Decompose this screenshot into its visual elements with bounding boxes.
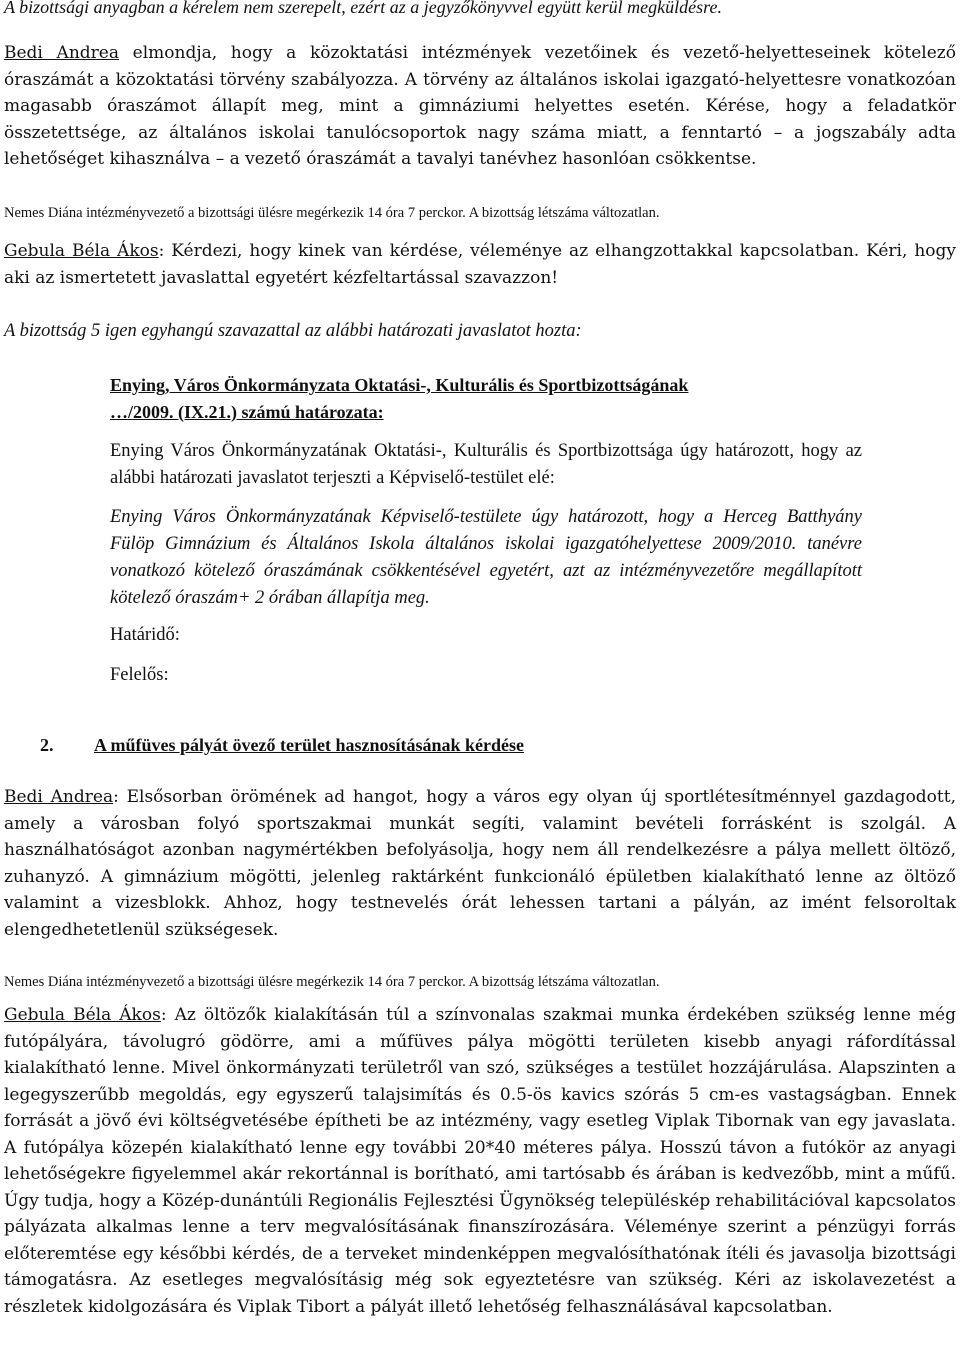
arrival-note: Nemes Diána intézményvezető a bizottsági ülésre megérkezik 14 óra 7 perckor. A bizottság létszáma változatlan. — [4, 205, 660, 221]
speaker-name: Gebula Béla Ákos — [4, 1005, 161, 1025]
bedi-statement-2 — [4, 784, 956, 943]
section-number: 2. — [40, 735, 54, 755]
statement-text: : Kérdezi, hogy kinek van kérdése, véleménye az elhangzottakkal kapcsolatban. Kéri, hogy aki az ismertetett javaslattal egyetért kézfeltartással szavazzon! — [4, 241, 956, 288]
statement-text: elmondja, hogy a közoktatási intézmények vezetőinek és vezető-helyetteseinek kötelező óraszámát a közoktatási törvény szabályozza. A törvény az általános iskolai igazgató-helyettesre vonatkozóan magasabb óraszámot állapít meg, mint a gimnáziumi helyettes esetén. Kérése, hogy a feladatkör összetettsége, az általános iskolai tanulócsoportok nagy száma miatt, a fenntartó – a jogszabály adta lehetőséget kihasználva – a vezető óraszámát a tavalyi tanévhez hasonlóan csökkentse. — [4, 43, 956, 169]
responsible-label: Felelős: — [110, 665, 169, 685]
gebula-statement-2 — [4, 1002, 956, 1320]
resolution-intro: Enying Város Önkormányzatának Oktatási-, Kulturális és Sportbizottsága úgy határozott, hogy az alábbi határozati javaslatot terjeszti a Képviselő-testület elé: — [110, 441, 862, 488]
resolution-title — [110, 372, 862, 426]
bedi-statement-1 — [4, 40, 956, 173]
speaker-name: Bedi Andrea — [4, 787, 114, 807]
missing-request-note: A bizottsági anyagban a kérelem nem szerepelt, ezért az a jegyzőkönyvvel együtt kerül megküldésre. — [4, 0, 722, 17]
deadline-label: Határidő: — [110, 625, 180, 645]
resolution-proposal: Enying Város Önkormányzatának Képviselő-testülete úgy határozott, hogy a Herceg Batthyány Fülöp Gimnázium és Általános Iskola általános iskolai igazgatóhelyettese 2009/2010. tanévre vonatkozó kötelező óraszámának csökkentésével egyetért, azt az intézményvezetőre megállapított kötelező óraszám+ 2 órában állapítja meg. — [110, 507, 862, 608]
resolution-title-line2: …/2009. (IX.21.) számú határozata: — [110, 402, 384, 422]
section-title: A műfüves pályát övező terület hasznosításának kérdése — [94, 735, 524, 755]
speaker-name: Gebula Béla Ákos — [4, 241, 159, 261]
arrival-note: Nemes Diána intézményvezető a bizottsági ülésre megérkezik 14 óra 7 perckor. A bizottság létszáma változatlan. — [4, 974, 660, 990]
section-heading — [40, 732, 940, 758]
statement-text: : Elsősorban örömének ad hangot, hogy a város egy olyan új sportlétesítménnyel gazdagodott, amely a városban folyó sportszakmai munkát segíti, valamint bevételi forrásként is szolgál. A használhatóságot azonban nagymértékben befolyásolja, hogy nem áll rendelkezésre a pálya mellett öltöző, zuhanyzó. A gimnázium mögötti, jelenleg raktárként funkcionáló épületben kialakítható lenne az öltöző valamint a vizesblokk. Ahhoz, hogy testnevelés órát lehessen tartani a pályán, az imént felsoroltak elengedhetetlenül szükségesek. — [4, 787, 956, 940]
resolution-title-line1: Enying, Város Önkormányzata Oktatási-, Kulturális és Sportbizottságának — [110, 375, 689, 395]
gebula-statement-1 — [4, 238, 956, 291]
statement-text: : Az öltözők kialakításán túl a színvonalas szakmai munka érdekében szükség lenne még futópályára, távolugró gödörre, ami a műfüves pálya mögötti területen kisebb anyagi ráfordítással kialakítható lenne. Mivel önkormányzati területről van szó, szükséges a testület hozzájárulása. Alapszinten a legegyszerűbb megoldás, egy egyszerű talajsimítás és 0.5-ös kavics szórás 5 cm-es vastagságban. Ennek forrását a jövő évi költségvetésébe építheti be az intézmény, vagy esetleg Viplak Tibornak van egy javaslata. A futópálya közepén kialakítható lenne egy további 20*40 méteres pálya. Hosszú távon a futókör az anyagi lehetőségekre figyelemmel akár rekortánnal is borítható, ami tartósabb és árában is kedvezőbb, mint a műfű. Úgy tudja, hogy a Közép-dunántúli Regionális Fejlesztési Ügynökség településkép rehabilitációval kapcsolatos pályázata alkalmas lenne a terv megvalósításának finanszírozására. Véleménye szerint a pénzügyi forrás előteremtése egy későbbi kérdés, de a terveket mindenképpen megvalósíthatónak ítéli és javasolja bizottsági támogatásra. Az esetleges megvalósításig még sok egyeztetésre van szükség. Kéri az iskolavezetést a részletek kidolgozására és Viplak Tibort a pályát illető lehetőség felhasználásával kapcsolatban. — [4, 1005, 956, 1317]
speaker-name: Bedi Andrea — [4, 43, 119, 63]
vote-result: A bizottság 5 igen egyhangú szavazattal az alábbi határozati javaslatot hozta: — [4, 321, 582, 341]
